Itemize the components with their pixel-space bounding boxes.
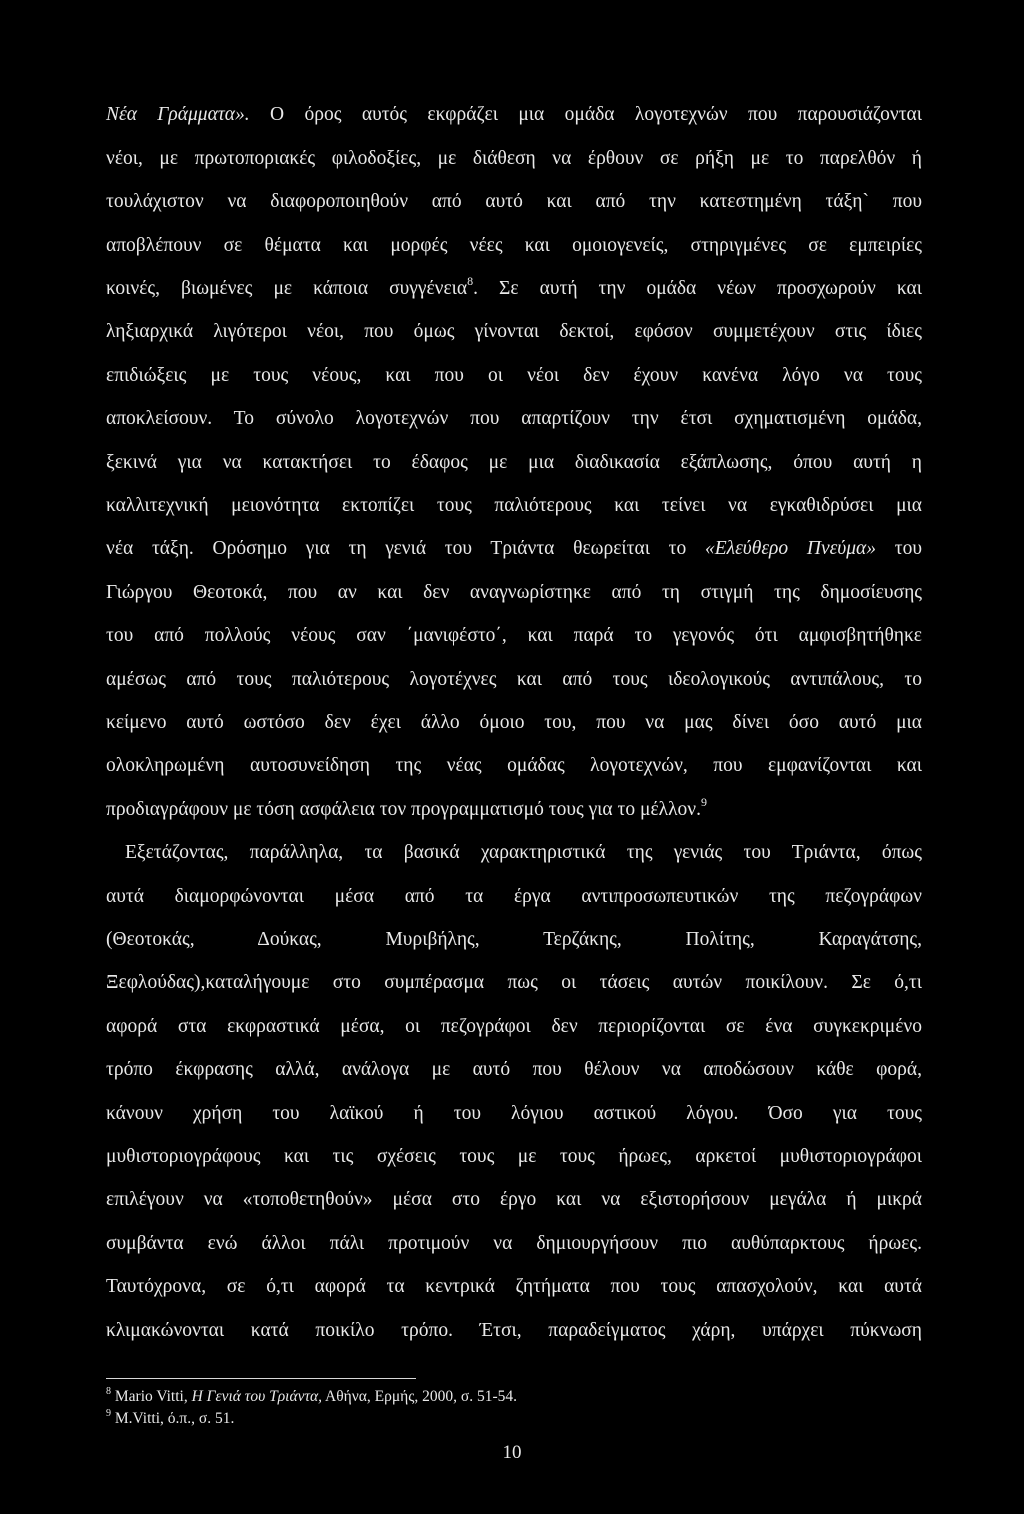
body-line: ληξιαρχικά λιγότεροι νέοι, που όμως γίνονται δεκτοί, εφόσον συμμετέχουν στις ίδιες xyxy=(106,321,922,342)
body-line: προδιαγράφουν με τόση ασφάλεια τον προγραμματισμό τους για το μέλλον.$^9$ xyxy=(106,795,707,820)
body-line: τουλάχιστον να διαφοροποιηθούν από αυτό και από την κατεστημένη τάξη` που xyxy=(106,191,922,212)
body-line: νέα τάξη. Ορόσημο για τη γενιά του Τριάντα θεωρείται το «Ελεύθερο Πνεύμα» του xyxy=(106,538,922,559)
body-line: αυτά διαμορφώνονται μέσα από τα έργα αντιπροσωπευτικών της πεζογράφων xyxy=(106,886,922,907)
journal-title: Νέα Γράμματα». xyxy=(106,104,250,125)
footnote-8: $^8$ Mario Vitti, Η Γενιά του Τριάντα, Αθήνα, Ερμής, 2000, σ. 51-54. xyxy=(106,1386,518,1405)
body-line: ολοκληρωμένη αυτοσυνείδηση της νέας ομάδας λογοτεχνών, που εμφανίζονται και xyxy=(106,755,922,776)
body-line: Εξετάζοντας, παράλληλα, τα βασικά χαρακτηριστικά της γενιάς του Τριάντα, όπως xyxy=(125,842,922,863)
body-line: αποβλέπουν σε θέματα και μορφές νέες και ομοιογενείς, στηριγμένες σε εμπειρίες xyxy=(106,235,922,256)
body-line: κείμενο αυτό ωστόσο δεν έχει άλλο όμοιο του, που να μας δίνει όσο αυτό μια xyxy=(106,712,922,733)
body-line: νέοι, με πρωτοποριακές φιλοδοξίες, με διάθεση να έρθουν σε ρήξη με το παρελθόν ή xyxy=(106,148,922,169)
body-line: επιδιώξεις με τους νέους, και που οι νέοι δεν έχουν κανένα λόγο να τους xyxy=(106,365,922,386)
body-line: Γιώργου Θεοτοκά, που αν και δεν αναγνωρίστηκε από τη στιγμή της δημοσίευσης xyxy=(106,582,922,603)
footnote-9: $^9$ M.Vitti, ό.π., σ. 51. xyxy=(106,1408,235,1427)
page-number: 10 xyxy=(502,1442,522,1463)
body-line: επιλέγουν να «τοποθετηθούν» μέσα στο έργο και να εξιστορήσουν μεγάλα ή μικρά xyxy=(106,1189,922,1210)
essay-title: «Ελεύθερο Πνεύμα» xyxy=(705,538,877,559)
body-line: Νέα Γράμματα». Ο όρος αυτός εκφράζει μια ομάδα λογοτεχνών που παρουσιάζονται xyxy=(106,104,923,125)
body-line: τρόπο έκφρασης αλλά, ανάλογα με αυτό που θέλουν να αποδώσουν κάθε φορά, xyxy=(106,1059,922,1080)
body-line: κάνουν χρήση του λαϊκού ή του λόγιου αστικού λόγου. Όσο για τους xyxy=(106,1103,922,1124)
body-line: κλιμακώνονται κατά ποικίλο τρόπο. Έτσι, παραδείγματος χάρη, υπάρχει πύκνωση xyxy=(106,1320,922,1341)
body-line: μυθιστοριογράφους και τις σχέσεις τους με τους ήρωες, αρκετοί μυθιστοριογράφοι xyxy=(106,1146,922,1167)
body-line: αποκλείσουν. Το σύνολο λογοτεχνών που απαρτίζουν την έτσι σχηματισμένη ομάδα, xyxy=(106,408,922,429)
body-line: συμβάντα ενώ άλλοι πάλι προτιμούν να δημιουργήσουν πιο αυθύπαρκτους ήρωες. xyxy=(106,1233,922,1254)
body-line: αμέσως από τους παλιότερους λογοτέχνες και από τους ιδεολογικούς αντιπάλους, το xyxy=(106,669,922,690)
book-title: Η Γενιά του Τριάντα, xyxy=(191,1388,323,1405)
body-line: ξεκινά για να κατακτήσει το έδαφος με μια διαδικασία εξάπλωσης, όπου αυτή η xyxy=(106,452,922,473)
body-line: κοινές, βιωμένες με κάποια συγγένεια$^8$. Σε αυτή την ομάδα νέων προσχωρούν και xyxy=(106,274,923,299)
body-line: καλλιτεχνική μειονότητα εκτοπίζει τους παλιότερους και τείνει να εγκαθιδρύσει μια xyxy=(106,495,922,516)
footnote-divider xyxy=(106,1378,416,1379)
body-line: (Θεοτοκάς, Δούκας, Μυριβήλης, Τερζάκης, Πολίτης, Καραγάτσης, xyxy=(106,929,922,950)
footnote-ref-9: 9 xyxy=(700,795,707,809)
footnote-ref-8: 8 xyxy=(467,274,474,288)
body-line: αφορά στα εκφραστικά μέσα, οι πεζογράφοι δεν περιορίζονται σε ένα συγκεκριμένο xyxy=(106,1016,922,1037)
body-line: Ταυτόχρονα, σε ό,τι αφορά τα κεντρικά ζητήματα που τους απασχολούν, και αυτά xyxy=(106,1276,922,1297)
body-line: Ξεφλούδας),καταλήγουμε στο συμπέρασμα πως οι τάσεις αυτών ποικίλουν. Σε ό,τι xyxy=(106,972,922,993)
body-line: του από πολλούς νέους σαν ΄μανιφέστο΄, και παρά το γεγονός ότι αμφισβητήθηκε xyxy=(106,625,922,646)
